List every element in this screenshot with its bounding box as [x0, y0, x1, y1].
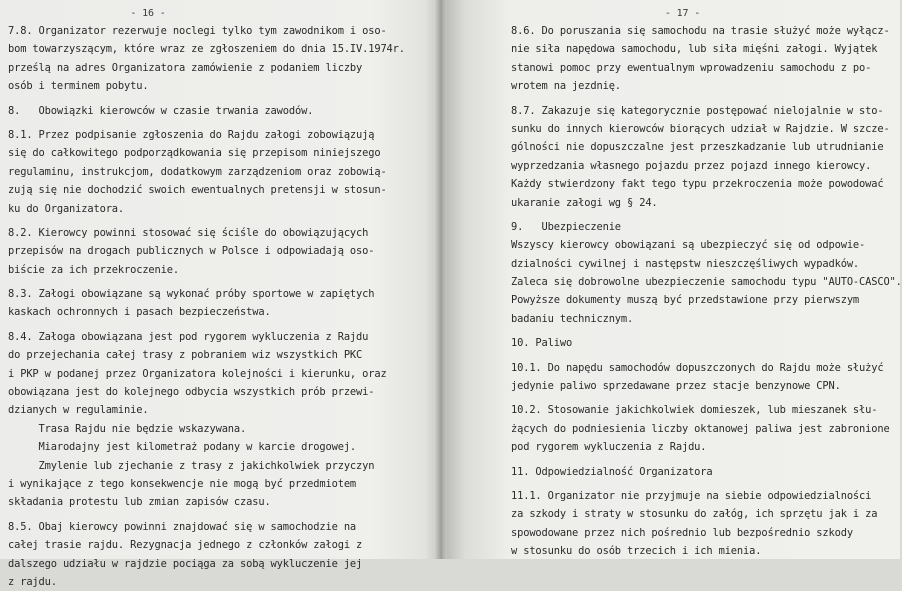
text-line: kaskach ochronnych i pasach bezpieczeństwa. [8, 306, 271, 319]
text-line: 7.8. Organizator rezerwuje noclegi tylko tym zawodnikom i oso- [8, 25, 387, 37]
paragraph [511, 218, 902, 328]
text-line: Trasa Rajdu nie będzie wskazywana. [8, 422, 247, 435]
text-line: w stosunku do osób trzecich i ich mienia. [511, 545, 762, 558]
text-line: bom towarzyszącym, które wraz ze zgłoszeniem do dnia 15.IV.1974r. [8, 43, 405, 56]
paragraph [8, 102, 438, 120]
paragraph [511, 487, 894, 561]
paragraph [8, 518, 438, 591]
text-line: prześlą na adres Organizatora zamówienie z podaniem liczby [8, 61, 363, 74]
text-line: 8.5. Obaj kierowcy powinni znajdować się w samochodzie na [8, 520, 357, 533]
text-line: badaniu technicznym. [511, 312, 634, 325]
text-line: Każdy stwierdzony fakt tego typu przekroczenia może powodować [511, 178, 884, 191]
paragraph [511, 102, 894, 212]
page-number: - 16 - [130, 8, 166, 19]
text-line: Wszyscy kierowcy obowiązani są ubezpieczyć się od odpowie- [511, 239, 866, 252]
text-line: osób i terminem pobytu. [8, 80, 149, 93]
page-body [8, 22, 438, 591]
text-line: ukaranie załogi wg § 24. [511, 196, 658, 209]
paragraph [511, 334, 894, 352]
text-line: 8.6. Do poruszania się samochodu na trasie służyć może wyłącz- [511, 25, 890, 37]
page-number: - 17 - [664, 8, 701, 19]
text-line: jedynie paliwo sprzedawane przez stacje benzynowe CPN. [511, 380, 841, 393]
text-line: do przejechania całej trasy z pobraniem wiz wszystkich PKC [8, 349, 363, 362]
text-line: żących do podniesienia liczby oktanowej paliwa jest zabronione [511, 422, 890, 435]
text-line: z rajdu. [8, 575, 57, 588]
paragraph [511, 463, 894, 481]
text-line: ku do Organizatora. [8, 202, 125, 215]
text-line: całej trasie rajdu. Rezygnacja jednego z członków załogi z [8, 539, 363, 552]
text-line: Zaleca się dobrowolne ubezpieczenie samochodu typu "AUTO-CASCO". [511, 276, 902, 289]
text-line: gólności nie dopuszczalne jest przeszkadzanie lub utrudnianie [511, 141, 884, 154]
paragraph [511, 359, 894, 396]
text-line: zują się nie dochodzić swoich ewentualnych pretensji w stosun- [8, 184, 387, 197]
paragraph [8, 328, 438, 512]
paragraph [8, 126, 438, 218]
text-line: składania protestu lub zmian zapisów czasu. [8, 496, 271, 509]
text-line: się do całkowitego podporządkowania się przepisom niniejszego [8, 147, 381, 160]
text-line: przepisów na drogach publicznych w Polsce i odpowiadają oso- [8, 245, 375, 258]
text-line: 10.2. Stosowanie jakichkolwiek domieszek, lub mieszanek słu- [511, 404, 878, 417]
text-line: biście za ich przekroczenie. [8, 263, 179, 276]
text-line: 8.1. Przez podpisanie zgłoszenia do Rajdu załogi zobowiązują [8, 128, 375, 141]
left-page [0, 0, 438, 588]
text-line: Miarodajny jest kilometraż podany w karcie drogowej. [8, 441, 357, 454]
right-page [447, 0, 900, 559]
text-line: 10.1. Do napędu samochodów dopuszczonych do Rajdu może służyć [511, 361, 884, 374]
text-line: 10. Paliwo [511, 337, 573, 350]
text-line: spowodowane przez nich pośrednio lub bezpośrednio szkody [511, 526, 853, 539]
text-line: 11. Odpowiedzialność Organizatora [511, 465, 713, 478]
text-line: 8.4. Załoga obowiązana jest pod rygorem wykluczenia z Rajdu [8, 330, 369, 343]
text-line: nie siła napędowa samochodu, lub siła mięśni załogi. Wyjątek [511, 43, 878, 56]
text-line: pod rygorem wykluczenia z Rajdu. [511, 441, 707, 454]
text-line: wrotem na jezdnię. [511, 80, 621, 93]
text-line: dzianych w regulaminie. [8, 404, 149, 417]
page-body [511, 22, 902, 561]
text-line: 9. Ubezpieczenie [511, 220, 621, 233]
text-line: regulaminu, instrukcjom, dodatkowym zarządzeniom oraz zobowią- [8, 165, 387, 178]
text-line: 8.2. Kierowcy powinni stosować się ściśle do obowiązujących [8, 226, 369, 239]
text-line: 8.7. Zakazuje się kategorycznie postępować nielojalnie w sto- [511, 104, 884, 117]
text-line: sunku do innych kierowców biorących udział w Rajdzie. W szcze- [511, 122, 890, 135]
text-line: i wynikające z tego konsekwencje nie mogą być przedmiotem [8, 477, 357, 490]
paragraph [511, 22, 894, 96]
text-line: obowiązana jest do kolejnego odbycia wszystkich prób przewi- [8, 386, 375, 399]
text-line: dalszego udziału w rajdzie pociąga za sobą wykluczenie jej [8, 557, 363, 570]
paragraph [511, 401, 894, 456]
text-line: 8.3. Załogi obowiązane są wykonać próby sportowe w zapiętych [8, 288, 375, 301]
text-line: 11.1. Organizator nie przyjmuje na siebie odpowiedzialności [511, 489, 872, 502]
paragraph [8, 22, 438, 96]
paragraph [8, 224, 438, 279]
text-line: stanowi pomoc przy ewentualnym wprowadzeniu samochodu z po- [511, 61, 872, 74]
text-line: Zmylenie lub zjechanie z trasy z jakichkolwiek przyczyn [8, 459, 375, 472]
text-line: Powyższe dokumenty muszą być przedstawione przy pierwszym [511, 294, 860, 307]
text-line: 8. Obowiązki kierowców w czasie trwania zawodów. [8, 104, 314, 117]
paragraph [8, 285, 438, 322]
text-line: wyprzedzania własnego pojazdu przez pojazd innego kierowcy. [511, 159, 872, 172]
text-line: i PKP w podanej przez Organizatora kolejności i kierunku, oraz [8, 367, 387, 380]
text-line: za szkody i straty w stosunku do załóg, ich sprzętu jak i za [511, 508, 878, 521]
text-line: dzialności cywilnej i następstw nieszczęśliwych wypadków. [511, 257, 860, 270]
